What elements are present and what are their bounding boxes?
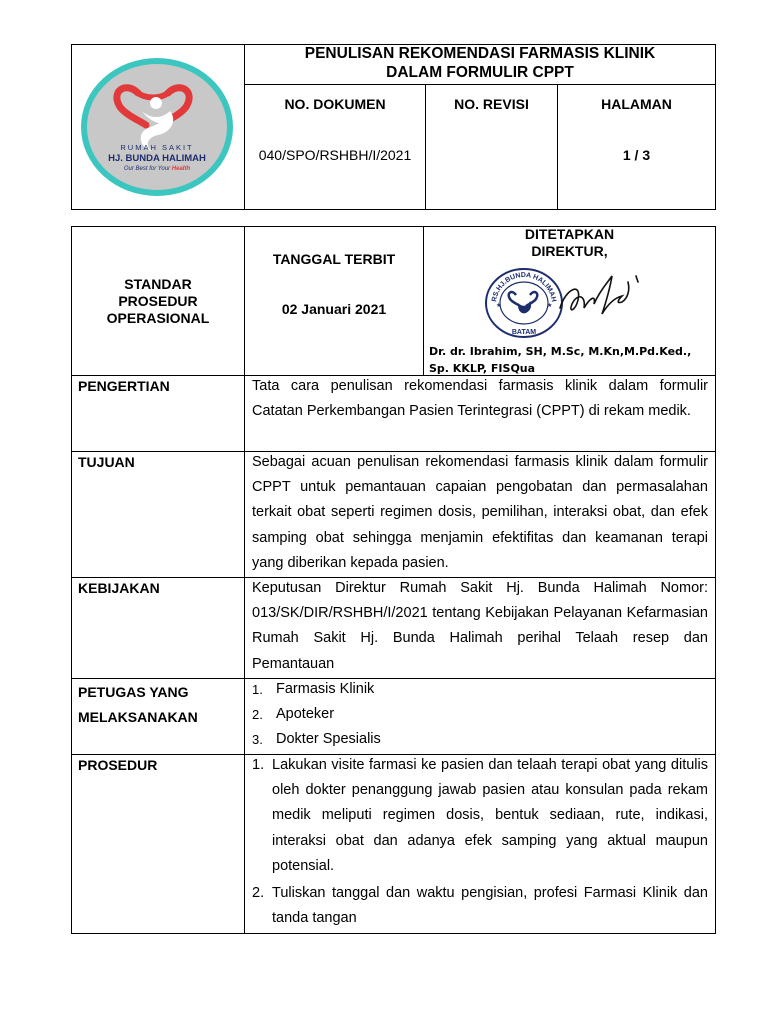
document-title-line1: PENULISAN REKOMENDASI FARMASIS KLINIK [304, 45, 656, 62]
petugas-item-text: Dokter Spesialis [276, 731, 381, 748]
signature-icon [556, 268, 646, 328]
no-dokumen-label: NO. DOKUMEN [284, 96, 386, 112]
prosedur-item [252, 753, 708, 879]
halaman-label: HALAMAN [601, 96, 672, 112]
pengertian-text: Tata cara penulisan rekomendasi farmasis klinik dalam formulir Catatan Perkembangan Pasien Terintegrasi (CPPT) di rekam medik. [252, 378, 708, 420]
spo-label-line2: PROSEDUR [118, 293, 198, 309]
signer-name [429, 343, 715, 377]
tujuan-text: Sebagai acuan penulisan rekomendasi farmasis klinik dalam formulir CPPT untuk pemantauan capaian pengobatan dan permasalahan terkait obat seperti regimen dosis, pemilihan, interaksi obat, dan efek samping obat sehingga menjamin efektifitas dan keamanan terapi yang diberikan kepada pasien. [252, 454, 708, 571]
petugas-label [78, 680, 238, 730]
document-title-line2: DALAM FORMULIR CPPT [386, 64, 574, 81]
petugas-item [252, 727, 708, 752]
petugas-item-num: 1. [252, 682, 263, 697]
spo-label-line1: STANDAR [124, 276, 192, 292]
logo-tagline-b: Health [171, 166, 191, 172]
svg-text:★: ★ [496, 303, 502, 309]
director-signature [556, 268, 646, 328]
hospital-stamp-icon [484, 267, 564, 339]
prosedur-item [252, 881, 708, 931]
logo-line1: RUMAH SAKIT [120, 143, 194, 152]
signer-line2: Sp. KKLP, FISQua [429, 362, 536, 375]
petugas-item-text: Farmasis Klinik [276, 681, 375, 697]
ditetapkan-line2: DIREKTUR, [531, 243, 608, 259]
petugas-item [252, 702, 708, 727]
ditetapkan-block [424, 226, 715, 260]
stamp-bottom-text: BATAM [511, 329, 537, 336]
prosedur-item-text: Lakukan visite farmasi ke pasien dan telaah terapi obat yang ditulis oleh dokter penanggung jawab pasien atau konsulan pada rekam medik meliputi regimen dosis, bentuk sediaan, rute, indikasi, interaksi obat dan adanya efek samping yang aktual maupun potensial. [272, 757, 708, 874]
ditetapkan-line1: DITETAPKAN [524, 226, 615, 242]
halaman-value: 1 / 3 [622, 147, 651, 163]
logo-line2: HJ. BUNDA HALIMAH [108, 153, 206, 164]
tanggal-terbit-label: TANGGAL TERBIT [272, 251, 396, 267]
svg-text:Our Best for Your Health [124, 166, 191, 172]
no-dokumen-value: 040/SPO/RSHBH/I/2021 [258, 147, 412, 163]
hospital-logo-icon [80, 57, 234, 197]
prosedur-label: PROSEDUR [78, 757, 158, 773]
logo-tagline-a: Our Best for Your [123, 166, 172, 172]
svg-text:★: ★ [547, 303, 553, 309]
prosedur-item-num: 1. [252, 757, 265, 773]
document-title [244, 44, 716, 84]
kebijakan-text: Keputusan Direktur Rumah Sakit Hj. Bunda Halimah Nomor: 013/SK/DIR/RSHBH/I/2021 tentang Kebijakan Pelayanan Kefarmasian Rumah Sakit Hj. Bunda Halimah perihal Telaah resep dan Pemantauan [252, 580, 708, 672]
pengertian-label: PENGERTIAN [78, 378, 170, 394]
signer-line1: Dr. dr. Ibrahim, SH, M.Sc, M.Kn,M.Pd.Ked., [429, 345, 692, 358]
petugas-label-line2: MELAKSANAKAN [78, 709, 198, 726]
petugas-list [252, 677, 708, 753]
hospital-logo [80, 57, 234, 197]
tujuan-label: TUJUAN [78, 454, 135, 470]
no-revisi-label: NO. REVISI [454, 96, 529, 112]
prosedur-item-text: Tuliskan tanggal dan waktu pengisian, profesi Farmasi Klinik dan tanda tangan [272, 885, 708, 927]
kebijakan-label: KEBIJAKAN [78, 580, 160, 596]
prosedur-item-num: 2. [252, 885, 265, 902]
petugas-item [252, 677, 708, 702]
petugas-item-num: 2. [252, 707, 263, 723]
stamp-top-text: RS.HJ.BUNDA HALIMAH [491, 271, 557, 303]
petugas-item-text: Apoteker [276, 706, 335, 723]
tanggal-terbit-value: 02 Januari 2021 [281, 301, 387, 317]
petugas-label-line1: PETUGAS YANG [78, 684, 189, 700]
petugas-item-num: 3. [252, 732, 263, 748]
spo-label [72, 276, 244, 327]
hospital-stamp [484, 267, 564, 339]
spo-label-line3: OPERASIONAL [106, 310, 210, 326]
prosedur-list [252, 753, 708, 931]
